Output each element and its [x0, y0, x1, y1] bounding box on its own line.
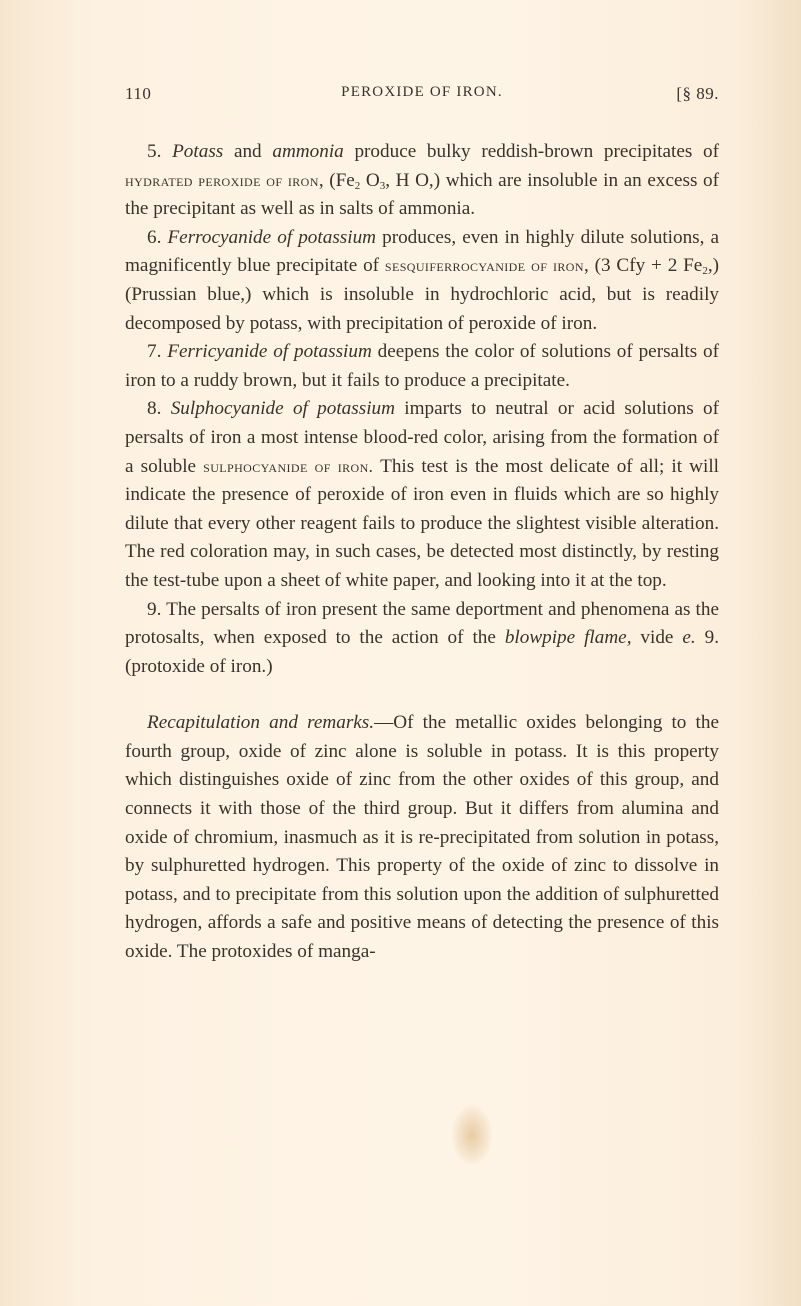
section-marker: [§ 89.: [676, 84, 719, 103]
compound-name: hydrated peroxide of iron: [125, 170, 319, 190]
paragraph-8: 8. Sulphocyanide of potassium imparts to neutral or acid solutions of persalts of iron a most intense blood-red color, arising from the formation of a soluble sulphocyanide of iron. This test is the most delicate of all; it will indicate the presence of peroxide of iron even in fluids which are so highly dilute that every other reagent fails to produce the slightest visible alteration. The red coloration may, in such cases, be detected most distinctly, by resting the test-tube upon a sheet of white paper, and looking into it at the top.: [125, 398, 720, 591]
recapitulation-paragraph: Recapitulation and remarks.—Of the metallic oxides belonging to the fourth group, oxide of zinc alone is soluble in potass. It is this property which distinguishes oxide of zinc from the other oxides of this group, and connects it with those of the third group. But it differs from alumina and oxide of chromium, inasmuch as it is re-precipitated from solution in potass, by sulphuretted hydrogen. This property of the oxide of zinc to dissolve in potass, and to precipitate from this solution upon the addition of sulphuretted hydrogen, affords a safe and positive means of detecting the presence of this oxide. The protoxides of manga-: [125, 712, 719, 963]
running-header: [125, 84, 719, 108]
reagent-name: Ferricyanide of potassium: [167, 341, 372, 363]
paragraph-7: 7. Ferricyanide of potassium deepens the color of solutions of persalts of iron to a ruddy brown, but it fails to produce a precipitate.: [125, 341, 720, 391]
paragraph-5: 5. Potass and ammonia produce bulky reddish-brown precipitates of hydrated peroxide of iron, ($Fe_2$ $O_3$, H O,) which are insoluble in an excess of the precipitant as well as in salts of ammonia.: [125, 141, 720, 220]
paragraph-gap: [125, 681, 719, 709]
paper-stain: [452, 1105, 492, 1165]
reagent-name: Potass: [172, 141, 224, 162]
paragraph-6: 6. Ferrocyanide of potassium produces, even in highly dilute solutions, a magnificently blue precipitate of sesquiferrocyanide of iron, (3 Cfy + 2 $Fe_2$,) (Prussian blue,) which is insoluble in hydrochloric acid, but is readily decomposed by potass, with precipitation of peroxide of iron.: [125, 226, 720, 334]
running-title: PEROXIDE OF IRON.: [341, 84, 503, 100]
reagent-name: ammonia: [272, 141, 344, 162]
recapitulation-heading: Recapitulation and remarks.: [147, 712, 375, 734]
reagent-name: Ferrocyanide of potassium: [167, 226, 377, 248]
compound-name: sulphocyanide of iron.: [203, 456, 374, 476]
compound-name: sesquiferrocyanide of iron: [384, 256, 584, 276]
reagent-name: Sulphocyanide of potassium: [170, 398, 395, 420]
page-body: [125, 138, 719, 967]
paragraph-9: 9. The persalts of iron present the same deportment and phenomena as the protosalts, when exposed to the action of the blowpipe flame, vide e. 9. (protoxide of iron.): [125, 598, 719, 677]
page-number: 110: [125, 84, 152, 103]
